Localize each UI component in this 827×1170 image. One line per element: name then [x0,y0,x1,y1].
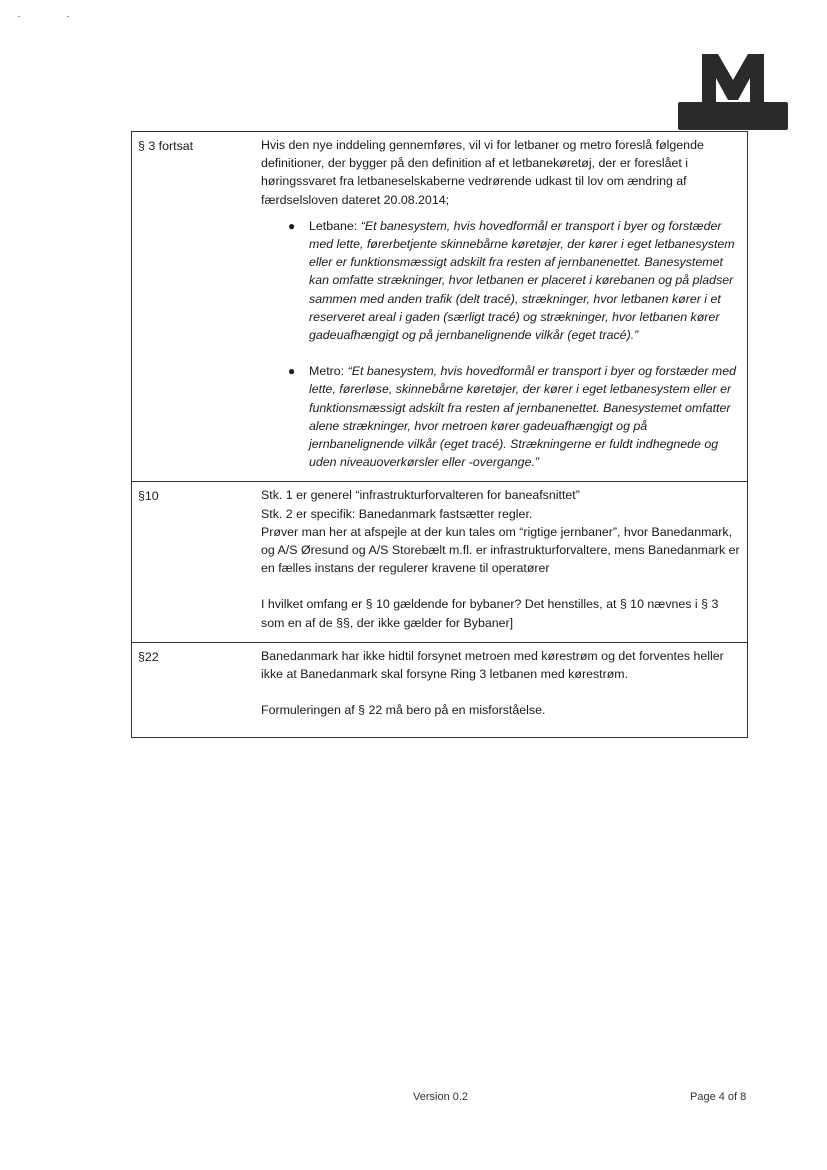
bullet-icon: ● [288,364,296,379]
comment-line: Stk. 1 er generel “infrastrukturforvalteren for baneafsnittet” [261,488,580,503]
intro-paragraph: Hvis den nye inddeling gennemføres, vil vi for letbaner og metro foreslå følgende definitioner, der bygger på den definition af et letbanekøretøj, der er foreslået i høringssvaret fra letbaneselskaberne vedrørende udkast til lov om ændring af færdselsloven dateret 20.08.2014; [261,138,704,207]
comment-line: Stk. 2 er specifik: Banedanmark fastsætter regler. [261,506,533,521]
definition-list [261,217,741,472]
m-logo-icon [700,50,766,110]
scan-artifact [67,16,69,17]
section-cell: § 3 fortsat [132,132,246,482]
table-row [132,132,748,482]
version-label: Version 0.2 [413,1091,469,1103]
definition-quote: “Et banesystem, hvis hovedformål er transport i byer og forstæder med lette, førerløse, skinnebårne køretøjer, der kører i eget letbanesystem eller er funktionsmæssigt adskilt fra resten af jernbanenettet. Banesystemet omfatter alene strækninger, hvor metroen kører gadeuafhængigt og på jernbanelignende vilkår (eget tracé). Strækningerne er fuldt indhegnede og uden niveauoverkørsler eller -overgange.” [309,364,736,470]
comment-cell [245,132,748,482]
metro-logo [678,50,788,130]
definition-quote: “Et banesystem, hvis hovedformål er transport i byer og forstæder med lette, førerbetjente skinnebårne køretøjer, der kører i eget letbanesystem eller er funktionsmæssigt adskilt fra resten af jernbanenettet. Banesystemet kan omfatte strækninger, hvor letbanen er placeret i kørebanen og på pladser sammen med anden trafik (delt tracé), strækninger, hvor letbanen kører i et reserveret areal i gaden (særligt tracé) og strækninger, hvor letbanen kører gadeuafhængigt og på jernbanelignende vilkår (eget tracé).” [309,218,735,343]
list-item [288,362,741,471]
comment-line: Formuleringen af § 22 må bero på en misforståelse. [261,703,546,718]
table-row [132,642,748,738]
scan-artifact [18,16,20,17]
comment-line: Prøver man her at afspejle at der kun tales om “rigtige jernbaner”, hvor Banedanmark, og A/S Øresund og A/S Storebælt m.fl. er infrastrukturforvaltere, mens Banedanmark er en fælles instans der regulerer kravene til operatører [261,524,740,576]
list-item [288,217,741,344]
section-cell: §22 [132,642,246,738]
logo-bar [678,102,788,130]
comment-cell [245,482,748,642]
comment-cell [245,642,748,738]
definition-label: Metro: [309,364,345,379]
comments-table [131,131,748,738]
comment-line: Banedanmark har ikke hidtil forsynet metroen med kørestrøm og det forventes heller ikke at Banedanmark skal forsyne Ring 3 letbanen med kørestrøm. [261,648,724,682]
section-cell: §10 [132,482,246,642]
page-number: Page 4 of 8 [690,1091,747,1103]
comment-line: I hvilket omfang er § 10 gældende for bybaner? Det henstilles, at § 10 nævnes i § 3 som en af de §§, der ikke gælder for Bybaner] [261,597,719,630]
table-row [132,482,748,642]
bullet-icon: ● [288,218,296,233]
definition-label: Letbane: [309,218,358,233]
